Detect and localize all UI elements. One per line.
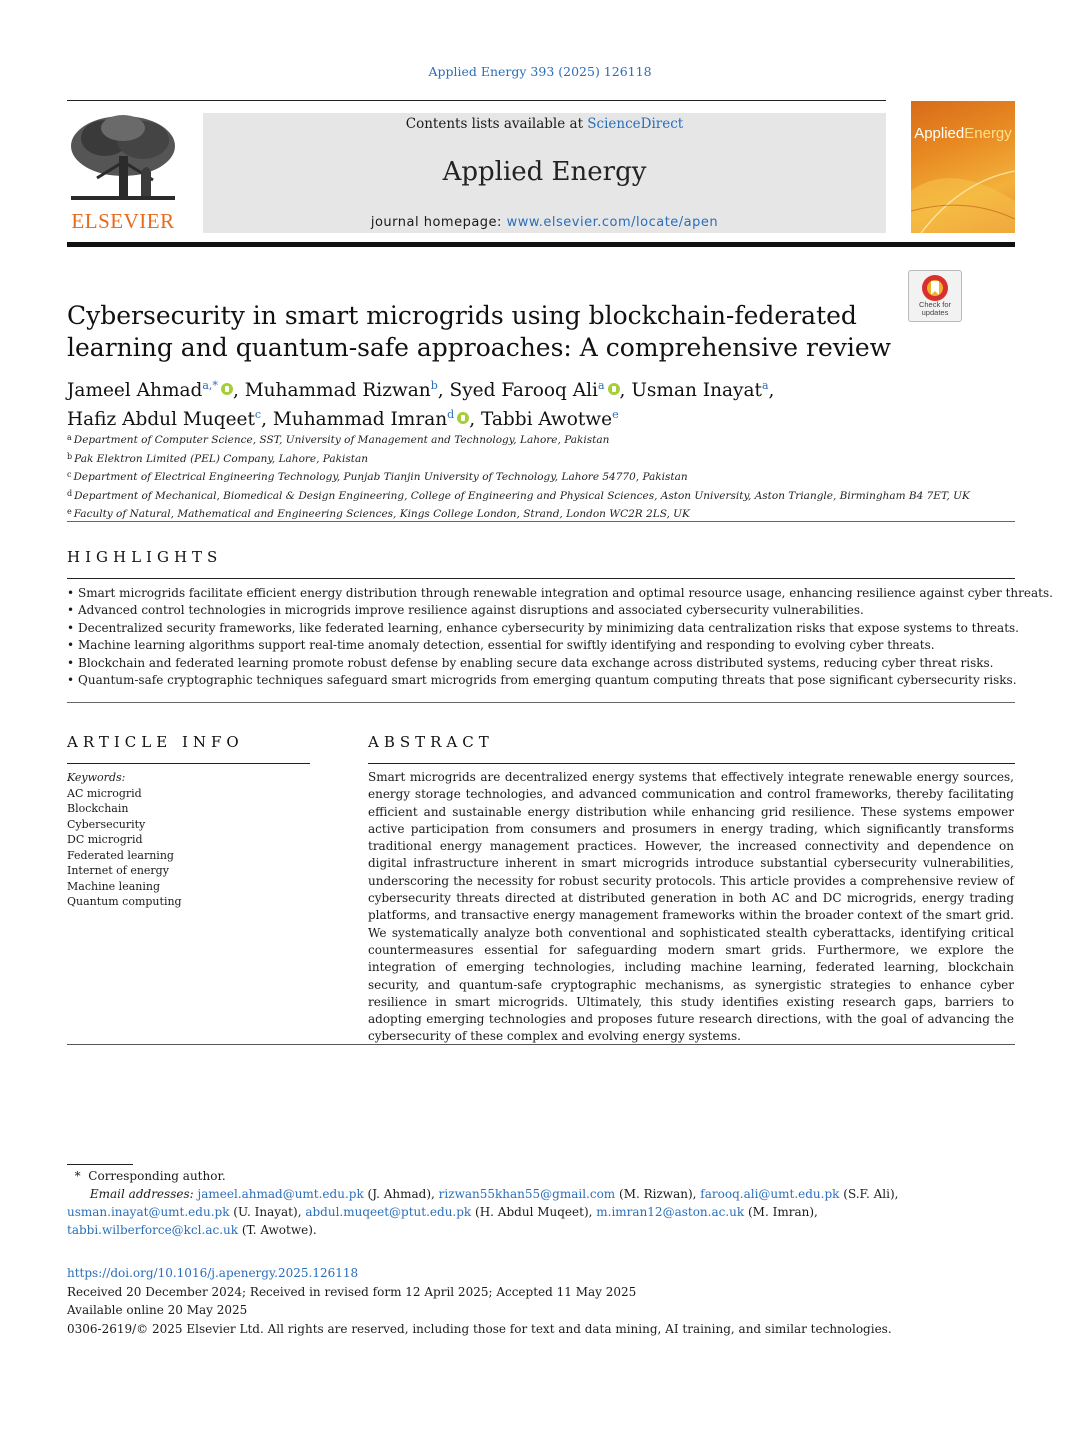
check-updates-icon <box>920 273 950 303</box>
email-link[interactable]: usman.inayat@umt.edu.pk <box>67 1205 230 1219</box>
author-affiliation-mark[interactable]: e <box>612 408 619 421</box>
keyword-item: Cybersecurity <box>67 817 146 831</box>
author-name[interactable]: Hafiz Abdul Muqeet <box>67 409 255 430</box>
author-name[interactable]: Tabbi Awotwe <box>480 409 613 430</box>
article-info-rule <box>67 763 310 764</box>
abstract-bottom-rule <box>67 1044 1015 1045</box>
corresponding-author-note: * Corresponding author. <box>74 1169 226 1183</box>
author-affiliation-mark[interactable]: c <box>254 408 262 421</box>
orcid-icon[interactable] <box>457 412 469 424</box>
contents-line: Contents lists available at ScienceDirect <box>405 116 684 132</box>
affiliation-item: $^a$ Department of Computer Science, SST, University of Management and Technology, Lahore, Pakistan <box>67 433 610 446</box>
paper-title: Cybersecurity in smart microgrids using blockchain-federated learning and quantum-safe approaches: A comprehensive review <box>67 301 892 362</box>
abstract-heading: ABSTRACT <box>368 733 494 751</box>
keyword-item: AC microgrid <box>67 786 142 800</box>
author-affiliation-mark[interactable]: a <box>761 379 769 392</box>
highlight-item: • Quantum-safe cryptographic techniques safeguard smart microgrids from emerging quantum computing threats that pose significant cybersecurity risks. <box>67 672 1017 689</box>
affiliation-item: $^b$ Pak Elektron Limited (PEL) Company, Lahore, Pakistan <box>67 451 369 465</box>
author-affiliation-mark[interactable]: d <box>447 408 455 421</box>
author-name[interactable]: Muhammad Imran <box>272 409 448 430</box>
abstract-text: Smart microgrids are decentralized energy systems that effectively integrate renewable energy sources, energy storage technologies, and advanced communication and control frameworks, thereby facilitating efficient and sustainable energy distribution while enhancing grid resilience. These systems empower active participation from consumers and prosumers in energy trading, which significantly transforms traditional energy management practices. However, the increased connectivity and dependence on digital infrastructure inherent in smart microgrids introduce substantial cybersecurity vulnerabilities, underscoring the necessity for robust security protocols. This article provides a comprehensive review of cybersecurity threats directed at distributed generation in both AC and DC microgrids, energy trading platforms, and transactive energy management frameworks within the broader context of the smart grid. We systematically analyze both conventional and sophisticated stealth cyberattacks, identifying critical countermeasures essential for safeguarding modern smart grids. Furthermore, we explore the integration of emerging technologies, including machine learning, federated learning, blockchain security, and quantum-safe cryptographic mechanisms, as synergistic strategies to enhance cyber resilience in smart microgrids. Ultimately, this study identifies existing research gaps, barriers to adopting emerging technologies and proposes future research directions, with the goal of advancing the cybersecurity of these complex and evolving energy systems. <box>368 770 1014 1044</box>
cover-title: AppliedEnergy <box>914 125 1012 142</box>
highlight-item: • Machine learning algorithms support real-time anomaly detection, essential for swiftly identifying and responding to evolving cyber threats. <box>67 637 1017 654</box>
highlight-item: • Smart microgrids facilitate efficient energy distribution through renewable integration and optimal resource usage, enhancing resilience against cyber threats. <box>67 585 1017 602</box>
journal-title: Applied Energy <box>442 157 647 187</box>
author-name[interactable]: Syed Farooq Ali <box>449 380 598 401</box>
journal-reference[interactable]: Applied Energy 393 (2025) 126118 <box>428 64 652 79</box>
author-name[interactable]: Jameel Ahmad <box>67 380 203 401</box>
check-for-updates-badge[interactable] <box>908 270 962 322</box>
header-top-rule <box>67 100 886 101</box>
journal-homepage: journal homepage: www.elsevier.com/locate/apen <box>370 215 719 230</box>
received-dates: Received 20 December 2024; Received in revised form 12 April 2025; Accepted 11 May 2025 <box>67 1284 637 1299</box>
copyright-notice: 0306-2619/© 2025 Elsevier Ltd. All rights are reserved, including those for text and data mining, AI training, and similar technologies. <box>67 1321 892 1336</box>
author-affiliation-mark[interactable]: a,* <box>202 379 218 392</box>
doi-link[interactable]: https://doi.org/10.1016/j.apenergy.2025.126118 <box>67 1266 359 1280</box>
email-label: Email addresses: <box>89 1187 194 1201</box>
available-online: Available online 20 May 2025 <box>67 1303 248 1317</box>
highlights-rule <box>67 578 1015 579</box>
affiliations-rule <box>67 521 1015 522</box>
highlights-list <box>67 585 1053 689</box>
email-addresses: Email addresses: jameel.ahmad@umt.edu.pk (J. Ahmad), rizwan55khan55@gmail.com (M. Rizwan), farooq.ali@umt.edu.pk (S.F. Ali), usman.inayat@umt.edu.pk (U. Inayat), abdul.muqeet@ptut.edu.pk (H. Abdul Muqeet), m.imran12@aston.ac.uk (M. Imran), tabbi.wilberforce@kcl.ac.uk (T. Awotwe). <box>67 1187 899 1237</box>
keywords-label: Keywords: <box>67 771 126 784</box>
journal-cover[interactable] <box>911 101 1015 233</box>
highlight-item: • Blockchain and federated learning promote robust defense by enabling secure data exchange across distributed systems, reducing cyber threat risks. <box>67 655 1017 672</box>
homepage-link[interactable]: www.elsevier.com/locate/apen <box>506 215 719 230</box>
cover-artwork-icon <box>911 101 1015 233</box>
keyword-item: Quantum computing <box>67 895 182 908</box>
check-updates-label: Check for updates <box>918 300 952 317</box>
elsevier-wordmark: ELSEVIER <box>71 209 175 233</box>
highlight-item: • Decentralized security frameworks, like federated learning, enhance cybersecurity by minimizing data centralization risks that expose systems to threats. <box>67 620 1017 637</box>
affiliation-item: $^c$ Department of Electrical Engineering Technology, Punjab Tianjin University of Technology, Lahore 54770, Pakistan <box>67 470 688 483</box>
elsevier-logo[interactable] <box>67 112 179 234</box>
author-name[interactable]: Muhammad Rizwan <box>244 380 431 401</box>
email-link[interactable]: jameel.ahmad@umt.edu.pk <box>197 1187 364 1201</box>
affiliation-item: $^e$ Faculty of Natural, Mathematical and Engineering Sciences, Kings College London, Strand, London WC2R 2LS, UK <box>67 507 690 520</box>
author-name[interactable]: Usman Inayat <box>631 380 762 401</box>
highlight-item: • Advanced control technologies in microgrids improve resilience against disruptions and associated cybersecurity vulnerabilities. <box>67 602 1017 619</box>
author-affiliation-mark[interactable]: b <box>430 379 438 392</box>
corresponding-footnote <box>67 1167 1027 1239</box>
article-info-heading: ARTICLE INFO <box>67 733 244 751</box>
affiliation-list <box>67 430 1027 523</box>
affiliation-item: $^d$ Department of Mechanical, Biomedical & Design Engineering, College of Engineering and Physical Sciences, Aston University, Aston Triangle, Birmingham B4 7ET, UK <box>67 488 970 502</box>
keyword-item: Blockchain <box>67 802 129 815</box>
sciencedirect-link[interactable]: ScienceDirect <box>587 116 684 132</box>
email-link[interactable]: rizwan55khan55@gmail.com <box>438 1187 616 1201</box>
keyword-item: Internet of energy <box>67 864 169 877</box>
email-link[interactable]: abdul.muqeet@ptut.edu.pk <box>305 1205 472 1219</box>
keyword-item: Machine leaning <box>67 879 160 893</box>
publication-info <box>67 1264 1027 1338</box>
header-bottom-rule <box>67 242 1015 247</box>
abstract-rule <box>368 763 1015 764</box>
email-link[interactable]: m.imran12@aston.ac.uk <box>596 1205 745 1219</box>
elsevier-tree-icon <box>67 112 179 208</box>
footnote-rule <box>67 1164 133 1165</box>
email-link[interactable]: farooq.ali@umt.edu.pk <box>700 1187 840 1201</box>
email-link[interactable]: tabbi.wilberforce@kcl.ac.uk <box>67 1223 239 1237</box>
author-affiliation-mark[interactable]: a <box>597 379 605 392</box>
highlights-bottom-rule <box>67 702 1015 703</box>
author-list: Jameel Ahmad$^{a,*}$ , Muhammad Rizwan$^b$, Syed Farooq Ali$^a$ , Usman Inayat$^a$, Hafiz Abdul Muqeet$^c$, Muhammad Imran$^d$ , Tabbi Awotwe$^e$ <box>67 379 775 430</box>
keyword-item: DC microgrid <box>67 833 143 846</box>
journal-banner <box>203 113 886 233</box>
orcid-icon[interactable] <box>608 383 620 395</box>
keywords-block <box>67 770 307 910</box>
keyword-item: Federated learning <box>67 848 174 862</box>
orcid-icon[interactable] <box>221 383 233 395</box>
highlights-heading: HIGHLIGHTS <box>67 548 223 566</box>
